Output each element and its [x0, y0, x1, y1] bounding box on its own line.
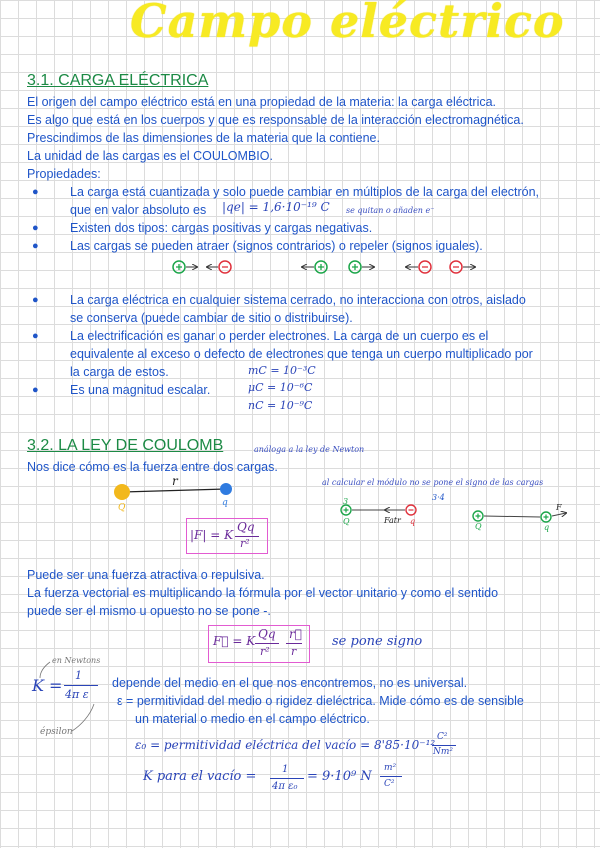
text-line: Propiedades:: [27, 167, 101, 181]
page-title: Campo eléctrico: [130, 0, 565, 48]
handwritten-note: en Newtons: [52, 656, 101, 665]
q-label: q: [544, 523, 550, 532]
bullet-item: ● Existen dos tipos: cargas positivas y cargas negativas.: [32, 221, 373, 235]
text-line: La unidad de las cargas es el COULOMBIO.: [27, 149, 273, 163]
text-line: Puede ser una fuerza atractiva o repulsiva.: [27, 568, 265, 582]
text-line: La fuerza vectorial es multiplicando la fórmula por el vector unitario y como el sentido: [27, 586, 499, 600]
bullet-item: ● Es una magnitud escalar.: [32, 383, 211, 397]
text-line: Nos dice cómo es la fuerza entre dos cargas.: [27, 460, 278, 474]
unit-conversion: μC = 10⁻⁶C: [248, 381, 313, 394]
fraction-bar: [64, 685, 98, 686]
unit-numerator: C²: [437, 732, 448, 742]
q-label: q: [410, 517, 416, 526]
k-numerator: 1: [75, 669, 82, 682]
Q-label: Q: [118, 503, 126, 513]
text-line: Es algo que está en los cuerpos y que es responsable de la interacción electromagnética.: [27, 113, 524, 127]
k-vacuum-label: K para el vacío =: [143, 769, 257, 784]
section-heading-carga: 3.1. CARGA ELÉCTRICA: [27, 72, 209, 89]
bullet-continuation: se conserva (puede cambiar de sitio o distribuirse).: [70, 311, 353, 325]
coulomb-magnitude-formula: |F| = K Qq r²: [186, 518, 268, 554]
unit-numerator: m²: [384, 763, 397, 773]
distance-label: r: [172, 474, 178, 488]
fraction-bar: [270, 778, 304, 779]
handwritten-note: épsilon: [40, 727, 73, 737]
q-label: q: [222, 498, 228, 508]
k-vacuum-value: = 9·10⁹ N: [307, 769, 372, 784]
diagram-number: 3·4: [432, 493, 445, 502]
bullet-continuation: la carga de estos.: [70, 365, 169, 379]
unit-conversion: mC = 10⁻³C: [248, 364, 316, 377]
text-line: ε = permitividad del medio o rigidez dieléctrica. Mide cómo es de sensible: [117, 694, 524, 708]
bullet-continuation: que en valor absoluto es: [70, 203, 207, 217]
k-vacuum-denominator: 4π ε₀: [272, 781, 298, 792]
electron-charge: |qe| = 1,6·10⁻¹⁹ C: [222, 200, 330, 214]
handwritten-note: se quitan o añaden e⁻: [346, 206, 435, 215]
unit-conversion: nC = 10⁻⁹C: [248, 399, 313, 412]
fraction-bar: [432, 745, 456, 746]
text-line: Prescindimos de las dimensiones de la materia que la contiene.: [27, 131, 380, 145]
unit-denominator: C²: [384, 779, 395, 789]
handwritten-note: al calcular el módulo no se pone el signo de las cargas: [322, 478, 544, 487]
k-denominator: 4π ε: [65, 688, 89, 701]
Q-label: Q: [475, 522, 482, 531]
force-label: Fatr: [384, 516, 401, 525]
unit-denominator: Nm²: [433, 747, 454, 757]
bullet-item: ● La electrificación es ganar o perder electrones. La carga de un cuerpo es el: [32, 329, 489, 343]
bullet-item: ● La carga está cuantizada y solo puede cambiar en múltiplos de la carga del electrón,: [32, 185, 540, 199]
k-constant-formula: K =: [32, 676, 63, 695]
text-line: un material o medio en el campo eléctrico.: [135, 712, 370, 726]
fraction-bar: [380, 776, 402, 777]
diagram-number: 3: [343, 497, 349, 506]
coulomb-vector-formula: F⃗ = K Qq r² r⃗ r: [208, 625, 310, 663]
Q-label: Q: [343, 517, 350, 526]
handwritten-note: se pone signo: [332, 634, 423, 649]
handwritten-note: análoga a la ley de Newton: [254, 445, 365, 454]
text-line: puede ser el mismo u opuesto no se pone -.: [27, 604, 271, 618]
vacuum-permittivity: ε₀ = permitividad eléctrica del vacío = 8'85·10⁻¹²: [135, 738, 436, 752]
force-label: F: [556, 503, 562, 512]
bullet-item: ● Las cargas se pueden atraer (signos contrarios) o repeler (signos iguales).: [32, 239, 483, 253]
text-line: El origen del campo eléctrico está en una propiedad de la materia: la carga eléctrica.: [27, 95, 497, 109]
k-vacuum-numerator: 1: [282, 764, 289, 775]
bullet-continuation: equivalente al exceso o defecto de electrones que tenga un cuerpo multiplicado por: [70, 347, 533, 361]
text-line: depende del medio en el que nos encontremos, no es universal.: [112, 676, 468, 690]
section-heading-coulomb: 3.2. LA LEY DE COULOMB: [27, 437, 224, 454]
bullet-item: ● La carga eléctrica en cualquier sistema cerrado, no interacciona con otros, aislado: [32, 293, 526, 307]
